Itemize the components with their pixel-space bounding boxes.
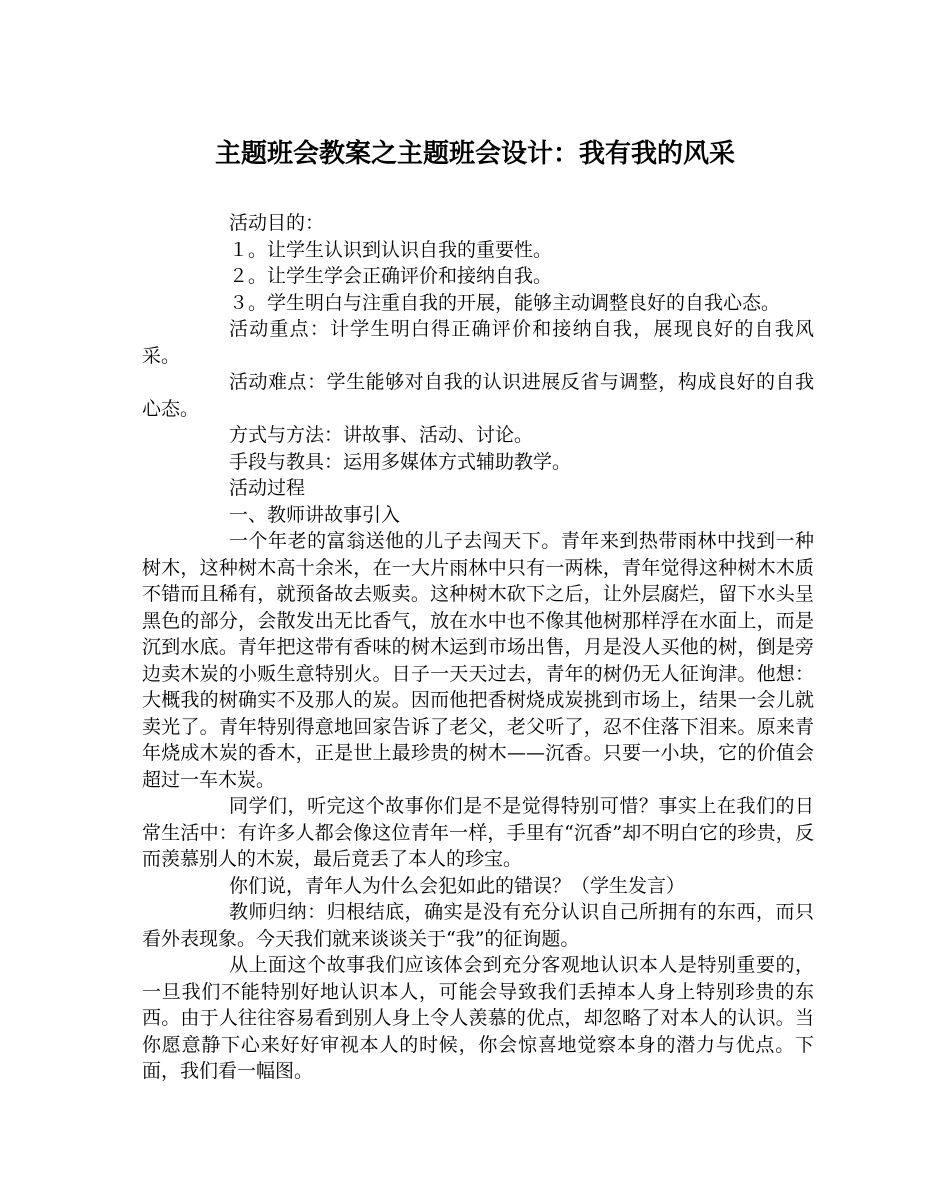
document-body [142, 210, 814, 1085]
paragraph-methods: 方式与方法：讲故事、活动、讨论。 [229, 424, 534, 446]
paragraph-conclusion: 从上面这个故事我们应该体会到充分客观地认识本人是特别重要的，一旦我们不能特别好地认识本人，可能会导致我们丢掉本人身上特别珍贵的东西。由于人往往容易看到别人身上令人羡慕的优点，却忽略了对本人的认识。当你愿意静下心来好好审视本人的时候，你会惊喜地觉察本身的潜力与优点。下面，我们看一幅图。 [142, 954, 814, 1082]
paragraph-tools: 手段与教具：运用多媒体方式辅助教学。 [229, 450, 572, 473]
paragraph-section-one-heading: 一、教师讲故事引入 [229, 503, 401, 526]
paragraph-reflection: 同学们，听完这个故事你们是不是觉得特别可惜？事实上在我们的日常生活中：有许多人都会像这位青年一样，手里有“沉香”却不明白它的珍贵，反而羡慕别人的木炭，最后竟丢了本人的珍宝。 [142, 795, 814, 870]
paragraph-key-point: 活动重点：计学生明白得正确评价和接纳自我，展现良好的自我风采。 [142, 318, 814, 367]
paragraph-goal-3: ３。学生明白与注重自我的开展，能够主动调整良好的自我心态。 [229, 291, 781, 314]
paragraph-goal-2: ２。让学生学会正确评价和接纳自我。 [229, 265, 553, 287]
paragraph-process-heading: 活动过程 [229, 477, 306, 499]
paragraph-difficulty: 活动难点：学生能够对自我的认识进展反省与调整，构成良好的自我心态。 [142, 371, 814, 420]
paragraph-activity-goal-heading: 活动目的： [229, 212, 325, 234]
paragraph-story: 一个年老的富翁送他的儿子去闯天下。青年来到热带雨林中找到一种树木，这种树木高十余米，在一大片雨林中只有一两株，青年觉得这种树木木质不错而且稀有，就预备故去贩卖。这种树木砍下之后，让外层腐烂，留下水头呈黑色的部分，会散发出无比香气，放在水中也不像其他树那样浮在水面上，而是沉到水底。青年把这带有香味的树木运到市场出售，月是没人买他的树，倒是旁边卖木炭的小贩生意特别火。日子一天天过去，青年的树仍无人征询津。他想：大概我的树确实不及那人的炭。因而他把香树烧成炭挑到市场上，结果一会儿就卖光了。青年特别得意地回家告诉了老父，老父听了，忍不住落下泪来。原来青年烧成木炭的香木，正是世上最珍贵的树木——沉香。只要一小块，它的价值会超过一车木炭。 [142, 530, 814, 791]
paragraph-question: 你们说，青年人为什么会犯如此的错误？（学生发言） [229, 874, 686, 897]
paragraph-goal-1: １。让学生认识到认识自我的重要性。 [229, 238, 553, 261]
paragraph-teacher-summary: 教师归纳：归根结底，确实是没有充分认识自己所拥有的东西，而只看外表现象。今天我们就来谈谈关于“我”的征询题。 [142, 901, 814, 950]
document-title: 主题班会教案之主题班会设计：我有我的风采 [214, 139, 735, 169]
